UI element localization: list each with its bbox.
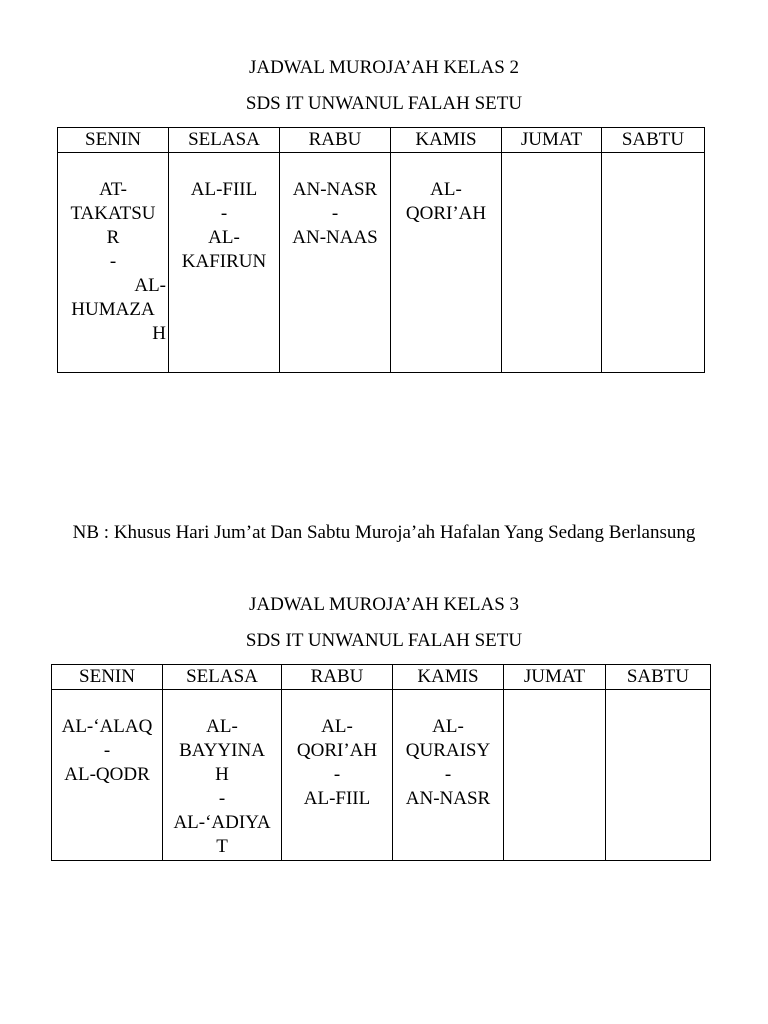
kelas3-cell-sabtu bbox=[606, 690, 711, 861]
kelas2-senin-line: AT- bbox=[99, 179, 127, 200]
kelas3-header-sabtu: SABTU bbox=[606, 665, 711, 690]
kelas2-cell-selasa bbox=[169, 153, 280, 373]
kelas2-cell-senin bbox=[58, 153, 169, 373]
kelas2-senin-line: H bbox=[152, 323, 166, 344]
kelas3-body-row bbox=[52, 690, 711, 861]
kelas3-rabu-line: QORI’AH bbox=[296, 740, 378, 761]
kelas2-title: JADWAL MUROJA’AH KELAS 2 bbox=[248, 57, 520, 78]
kelas2-header-kamis: KAMIS bbox=[391, 128, 502, 153]
kelas3-selasa-line: T bbox=[216, 836, 228, 857]
kelas3-header-selasa: SELASA bbox=[163, 665, 282, 690]
kelas3-selasa-line: BAYYINA bbox=[179, 740, 265, 761]
note-text: NB : Khusus Hari Jum’at Dan Sabtu Muroja’ah Hafalan Yang Sedang Berlansung bbox=[72, 522, 696, 543]
kelas3-header-row bbox=[52, 665, 711, 690]
kelas3-selasa-line: AL-‘ADIYA bbox=[173, 812, 271, 833]
kelas2-kamis-line: AL- bbox=[430, 179, 462, 200]
kelas2-selasa-line: - bbox=[220, 203, 228, 224]
kelas3-selasa-line: - bbox=[218, 788, 226, 809]
kelas3-kamis-line: - bbox=[444, 764, 452, 785]
kelas3-cell-rabu bbox=[282, 690, 393, 861]
kelas2-selasa-line: KAFIRUN bbox=[181, 251, 267, 272]
kelas2-header-senin: SENIN bbox=[58, 128, 169, 153]
kelas2-rabu-line: AN-NASR bbox=[292, 179, 378, 200]
kelas3-cell-senin bbox=[52, 690, 163, 861]
kelas2-header-selasa: SELASA bbox=[169, 128, 280, 153]
kelas2-selasa-line: AL- bbox=[208, 227, 240, 248]
kelas3-header-rabu: RABU bbox=[282, 665, 393, 690]
kelas3-header-jumat: JUMAT bbox=[504, 665, 606, 690]
kelas3-kamis-line: AN-NASR bbox=[405, 788, 491, 809]
kelas2-senin-line: AL- bbox=[134, 275, 166, 296]
kelas3-rabu-line: AL- bbox=[321, 716, 353, 737]
kelas2-cell-sabtu bbox=[602, 153, 705, 373]
kelas2-cell-kamis bbox=[391, 153, 502, 373]
kelas3-cell-jumat bbox=[504, 690, 606, 861]
kelas2-rabu-line: - bbox=[331, 203, 339, 224]
kelas2-header-row bbox=[58, 128, 705, 153]
kelas2-senin-line: HUMAZA bbox=[71, 299, 155, 320]
kelas3-rabu-line: AL-FIIL bbox=[303, 788, 371, 809]
kelas3-kamis-line: AL- bbox=[432, 716, 464, 737]
kelas3-cell-selasa bbox=[163, 690, 282, 861]
kelas3-kamis-line: QURAISY bbox=[405, 740, 491, 761]
kelas3-senin-line: AL-‘ALAQ bbox=[61, 716, 153, 737]
kelas3-header-kamis: KAMIS bbox=[393, 665, 504, 690]
kelas2-school: SDS IT UNWANUL FALAH SETU bbox=[245, 93, 523, 114]
kelas3-cell-kamis bbox=[393, 690, 504, 861]
kelas2-senin-line: - bbox=[109, 251, 117, 272]
kelas3-header-senin: SENIN bbox=[52, 665, 163, 690]
kelas3-senin-line: AL-QODR bbox=[64, 764, 150, 785]
kelas2-header-sabtu: SABTU bbox=[602, 128, 705, 153]
kelas3-selasa-line: H bbox=[215, 764, 229, 785]
kelas2-cell-jumat bbox=[502, 153, 602, 373]
kelas3-title: JADWAL MUROJA’AH KELAS 3 bbox=[248, 594, 520, 615]
kelas3-rabu-line: - bbox=[333, 764, 341, 785]
kelas2-selasa-line: AL-FIIL bbox=[190, 179, 258, 200]
kelas3-selasa-line: AL- bbox=[206, 716, 238, 737]
kelas2-schedule-table bbox=[57, 127, 705, 373]
kelas2-cell-rabu bbox=[280, 153, 391, 373]
kelas2-body-row bbox=[58, 153, 705, 373]
kelas2-kamis-line: QORI’AH bbox=[405, 203, 487, 224]
kelas3-schedule-table bbox=[51, 664, 711, 861]
kelas2-senin-line: TAKATSU bbox=[70, 203, 156, 224]
kelas2-header-rabu: RABU bbox=[280, 128, 391, 153]
kelas3-school: SDS IT UNWANUL FALAH SETU bbox=[245, 630, 523, 651]
kelas2-header-jumat: JUMAT bbox=[502, 128, 602, 153]
kelas2-senin-line: R bbox=[106, 227, 120, 248]
kelas2-rabu-line: AN-NAAS bbox=[292, 227, 378, 248]
kelas3-senin-line: - bbox=[103, 740, 111, 761]
